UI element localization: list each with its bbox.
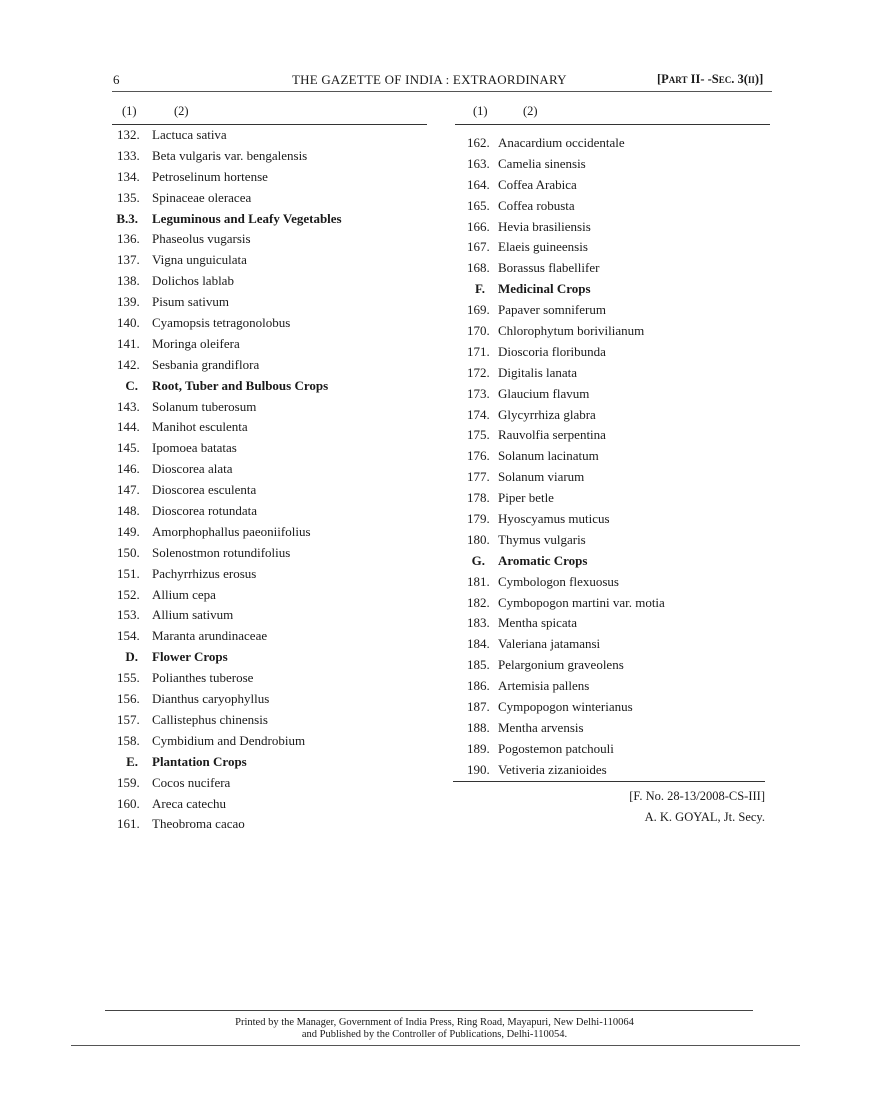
crop-name: Coffea robusta	[498, 197, 575, 213]
list-item	[112, 418, 427, 439]
list-item	[455, 155, 770, 176]
crop-name: Cocos nucifera	[152, 774, 231, 790]
crop-name: Solanum tuberosum	[152, 398, 257, 414]
item-number: 190.	[467, 761, 490, 777]
crop-name: Dolichos lablab	[152, 273, 234, 289]
item-number: 137.	[117, 252, 140, 268]
crop-name: Piper betle	[498, 490, 554, 506]
footer-line-2: and Published by the Controller of Publications, Delhi-110054.	[301, 1029, 568, 1040]
list-item	[112, 189, 427, 210]
list-item	[455, 510, 770, 531]
item-number: 160.	[117, 795, 140, 811]
list-item	[112, 690, 427, 711]
left-crop-list	[112, 126, 427, 836]
part-label: Part II- -Sec. 3(ii)	[661, 72, 760, 86]
item-number: 153.	[117, 607, 140, 623]
section-heading	[455, 280, 770, 301]
crop-name: Pelargonium graveolens	[498, 657, 624, 673]
item-number: 182.	[467, 594, 490, 610]
list-item	[455, 489, 770, 510]
item-number: 162.	[467, 135, 490, 150]
part-bracket-close: ]	[759, 72, 764, 86]
item-number: 142.	[117, 356, 140, 372]
item-number: 140.	[117, 315, 140, 331]
crop-name: Borassus flabellifer	[498, 260, 600, 276]
section-heading	[112, 210, 427, 231]
list-item	[112, 251, 427, 272]
list-item	[455, 218, 770, 239]
crop-name: Dianthus caryophyllus	[152, 691, 270, 707]
crop-name: Sesbania grandiflora	[152, 356, 260, 372]
list-item	[455, 364, 770, 385]
item-number: 166.	[467, 218, 490, 234]
list-item	[112, 711, 427, 732]
item-number: 177.	[467, 469, 490, 485]
item-number: 161.	[117, 816, 140, 832]
section-label: E.	[126, 753, 138, 769]
crop-name: Moringa oleifera	[152, 335, 240, 351]
item-number: 159.	[117, 774, 140, 790]
right-crop-list	[455, 134, 770, 782]
list-item	[112, 586, 427, 607]
list-item	[112, 565, 427, 586]
footer-line-1: Printed by the Manager, Government of India Press, Ring Road, Mayapuri, New Delhi-110064	[235, 1017, 634, 1028]
list-item	[112, 460, 427, 481]
crop-name: Solanum lacinatum	[498, 448, 599, 464]
section-heading	[112, 753, 427, 774]
crop-name: Hyoscyamus muticus	[498, 511, 610, 527]
left-column	[112, 104, 427, 836]
crop-name: Artemisia pallens	[498, 678, 590, 694]
item-number: 179.	[467, 511, 490, 527]
item-number: 145.	[117, 440, 140, 456]
crop-name: Amorphophallus paeoniifolius	[152, 523, 311, 539]
crop-name: Callistephus chinensis	[152, 711, 268, 727]
crop-name: Ipomoea batatas	[152, 440, 237, 456]
list-item	[455, 447, 770, 468]
list-item	[455, 322, 770, 343]
signatory: A. K. GOYAL, Jt. Secy.	[644, 810, 765, 824]
crop-name: Cymbologon flexuosus	[498, 573, 619, 589]
item-number: 136.	[117, 231, 140, 247]
list-item	[455, 197, 770, 218]
item-number: 170.	[467, 323, 490, 339]
list-item	[112, 544, 427, 565]
list-item	[112, 774, 427, 795]
item-number: 165.	[467, 197, 490, 213]
column-header	[112, 104, 427, 124]
crop-name: Camelia sinensis	[498, 155, 586, 171]
list-item	[455, 176, 770, 197]
list-item	[455, 406, 770, 427]
crop-name: Thymus vulgaris	[498, 531, 586, 547]
item-number: 180.	[467, 531, 490, 547]
column-header-rule	[112, 124, 427, 125]
item-number: 143.	[117, 398, 140, 414]
crop-name: Elaeis guineensis	[498, 239, 588, 255]
section-title: Aromatic Crops	[498, 552, 588, 568]
item-number: 156.	[117, 691, 140, 707]
list-item	[112, 502, 427, 523]
list-item	[455, 468, 770, 489]
list-item	[112, 523, 427, 544]
list-item	[455, 761, 770, 782]
item-number: 147.	[117, 482, 140, 498]
item-number: 168.	[467, 260, 490, 276]
item-number: 139.	[117, 294, 140, 310]
list-item	[112, 481, 427, 502]
list-end-rule	[453, 781, 765, 782]
crop-name: Vigna unguiculata	[152, 252, 247, 268]
crop-name: Dioscorea esculenta	[152, 482, 257, 498]
list-item	[455, 259, 770, 280]
part-reference	[657, 72, 763, 87]
item-number: 181.	[467, 573, 490, 589]
list-item	[112, 272, 427, 293]
list-item	[112, 669, 427, 690]
item-number: 187.	[467, 699, 490, 715]
crop-name: Pogostemon patchouli	[498, 740, 614, 756]
crop-name: Valeriana jatamansi	[498, 636, 601, 652]
crop-name: Dioscoria floribunda	[498, 343, 606, 359]
section-title: Medicinal Crops	[498, 281, 591, 297]
item-number: 176.	[467, 448, 490, 464]
list-item	[455, 238, 770, 259]
crop-name: Glycyrrhiza glabra	[498, 406, 596, 422]
crop-name: Manihot esculenta	[152, 419, 248, 435]
crop-name: Beta vulgaris var. bengalensis	[152, 147, 308, 163]
item-number: 155.	[117, 670, 140, 686]
item-number: 167.	[467, 239, 490, 255]
item-number: 185.	[467, 657, 490, 673]
crop-name: Allium sativum	[152, 607, 234, 623]
list-item	[455, 740, 770, 761]
section-label: G.	[471, 552, 485, 568]
list-item	[112, 293, 427, 314]
item-number: 146.	[117, 461, 140, 477]
gazette-title: THE GAZETTE OF INDIA : EXTRAORDINARY	[292, 72, 567, 87]
list-item	[112, 230, 427, 251]
list-item	[112, 795, 427, 816]
item-number: 149.	[117, 523, 140, 539]
item-number: 158.	[117, 732, 140, 748]
list-item	[455, 677, 770, 698]
list-item	[112, 606, 427, 627]
crop-name: Petroselinum hortense	[152, 168, 268, 184]
column-header	[455, 104, 770, 124]
section-heading	[112, 648, 427, 669]
list-item	[455, 301, 770, 322]
section-label: D.	[125, 649, 138, 665]
list-item	[455, 719, 770, 740]
list-item	[455, 426, 770, 447]
item-number: 186.	[467, 678, 490, 694]
section-heading	[112, 377, 427, 398]
item-number: 164.	[467, 176, 490, 192]
list-item	[455, 698, 770, 719]
crop-name: Glaucium flavum	[498, 385, 590, 401]
footer-rule-bottom	[71, 1045, 800, 1046]
crop-name: Anacardium occidentale	[498, 135, 625, 150]
page-number: 6	[113, 72, 120, 87]
crop-name: Rauvolfia serpentina	[498, 427, 606, 443]
section-heading	[455, 552, 770, 573]
crop-name: Cyamopsis tetragonolobus	[152, 315, 291, 331]
crop-name: Maranta arundinaceae	[152, 628, 268, 644]
list-item	[112, 314, 427, 335]
item-number: 148.	[117, 503, 140, 519]
item-number: 133.	[117, 147, 140, 163]
list-item	[112, 126, 427, 147]
crop-name: Solenostmon rotundifolius	[152, 544, 291, 560]
crop-name: Mentha arvensis	[498, 719, 584, 735]
right-column	[455, 104, 770, 782]
crop-name: Chlorophytum borivilianum	[498, 323, 645, 339]
crop-name: Cymbidium and Dendrobium	[152, 732, 306, 748]
list-item	[455, 343, 770, 364]
list-item	[112, 439, 427, 460]
item-number: 150.	[117, 544, 140, 560]
item-number: 175.	[467, 427, 490, 443]
crop-name: Digitalis lanata	[498, 364, 578, 380]
item-number: 154.	[117, 628, 140, 644]
section-label: F.	[475, 281, 485, 297]
list-item	[455, 573, 770, 594]
crop-name: Coffea Arabica	[498, 176, 577, 192]
crop-name: Hevia brasiliensis	[498, 218, 591, 234]
column-header-1: (1)	[122, 104, 137, 118]
list-item	[112, 168, 427, 189]
list-item	[112, 147, 427, 168]
crop-name: Areca catechu	[152, 795, 226, 811]
list-item	[455, 635, 770, 656]
crop-name: Dioscorea rotundata	[152, 503, 258, 519]
list-item	[112, 356, 427, 377]
list-item	[112, 398, 427, 419]
item-number: 132.	[117, 127, 140, 142]
column-header-rule	[455, 124, 770, 125]
section-title: Plantation Crops	[152, 753, 247, 769]
item-number: 189.	[467, 740, 490, 756]
crop-name: Papaver somniferum	[498, 302, 606, 318]
header-rule	[112, 91, 772, 92]
crop-name: Cymbopogon martini var. motia	[498, 594, 665, 610]
footer-rule-top	[105, 1010, 753, 1011]
printer-footer	[0, 1017, 869, 1041]
section-title: Leguminous and Leafy Vegetables	[152, 210, 342, 226]
crop-name: Pachyrrhizus erosus	[152, 565, 257, 581]
item-number: 178.	[467, 490, 490, 506]
column-header-1: (1)	[473, 104, 488, 118]
item-number: 184.	[467, 636, 490, 652]
list-item	[455, 614, 770, 635]
crop-name: Vetiveria zizanioides	[498, 761, 607, 777]
item-number: 188.	[467, 719, 490, 735]
list-item	[455, 594, 770, 615]
list-item	[112, 335, 427, 356]
item-number: 134.	[117, 168, 140, 184]
list-item	[455, 656, 770, 677]
list-item	[455, 134, 770, 155]
crop-name: Phaseolus vugarsis	[152, 231, 251, 247]
crop-name: Spinaceae oleracea	[152, 189, 252, 205]
crop-name: Cympopogon winterianus	[498, 699, 633, 715]
item-number: 169.	[467, 302, 490, 318]
list-item	[455, 531, 770, 552]
item-number: 151.	[117, 565, 140, 581]
crop-name: Allium cepa	[152, 586, 216, 602]
list-item	[455, 385, 770, 406]
column-header-2: (2)	[174, 104, 189, 118]
crop-name: Polianthes tuberose	[152, 670, 254, 686]
crop-name: Dioscorea alata	[152, 461, 233, 477]
crop-name: Theobroma cacao	[152, 816, 245, 832]
section-label: B.3.	[116, 210, 138, 226]
part-bracket-open: [	[657, 72, 662, 86]
section-label: C.	[125, 377, 138, 393]
item-number: 174.	[467, 406, 490, 422]
file-number: [F. No. 28-13/2008-CS-III]	[629, 789, 765, 803]
crop-name: Pisum sativum	[152, 294, 229, 310]
item-number: 171.	[467, 343, 490, 359]
list-item	[112, 627, 427, 648]
item-number: 173.	[467, 385, 490, 401]
list-item	[112, 815, 427, 836]
list-item	[112, 732, 427, 753]
section-title: Flower Crops	[152, 649, 228, 665]
crop-name: Solanum viarum	[498, 469, 585, 485]
item-number: 138.	[117, 273, 140, 289]
item-number: 172.	[467, 364, 490, 380]
item-number: 144.	[117, 419, 140, 435]
item-number: 135.	[117, 189, 140, 205]
crop-name: Lactuca sativa	[152, 127, 227, 142]
item-number: 157.	[117, 711, 140, 727]
column-header-2: (2)	[523, 104, 538, 118]
item-number: 183.	[467, 615, 490, 631]
item-number: 163.	[467, 155, 490, 171]
section-title: Root, Tuber and Bulbous Crops	[152, 377, 329, 393]
item-number: 152.	[117, 586, 140, 602]
item-number: 141.	[117, 335, 140, 351]
crop-name: Mentha spicata	[498, 615, 578, 631]
